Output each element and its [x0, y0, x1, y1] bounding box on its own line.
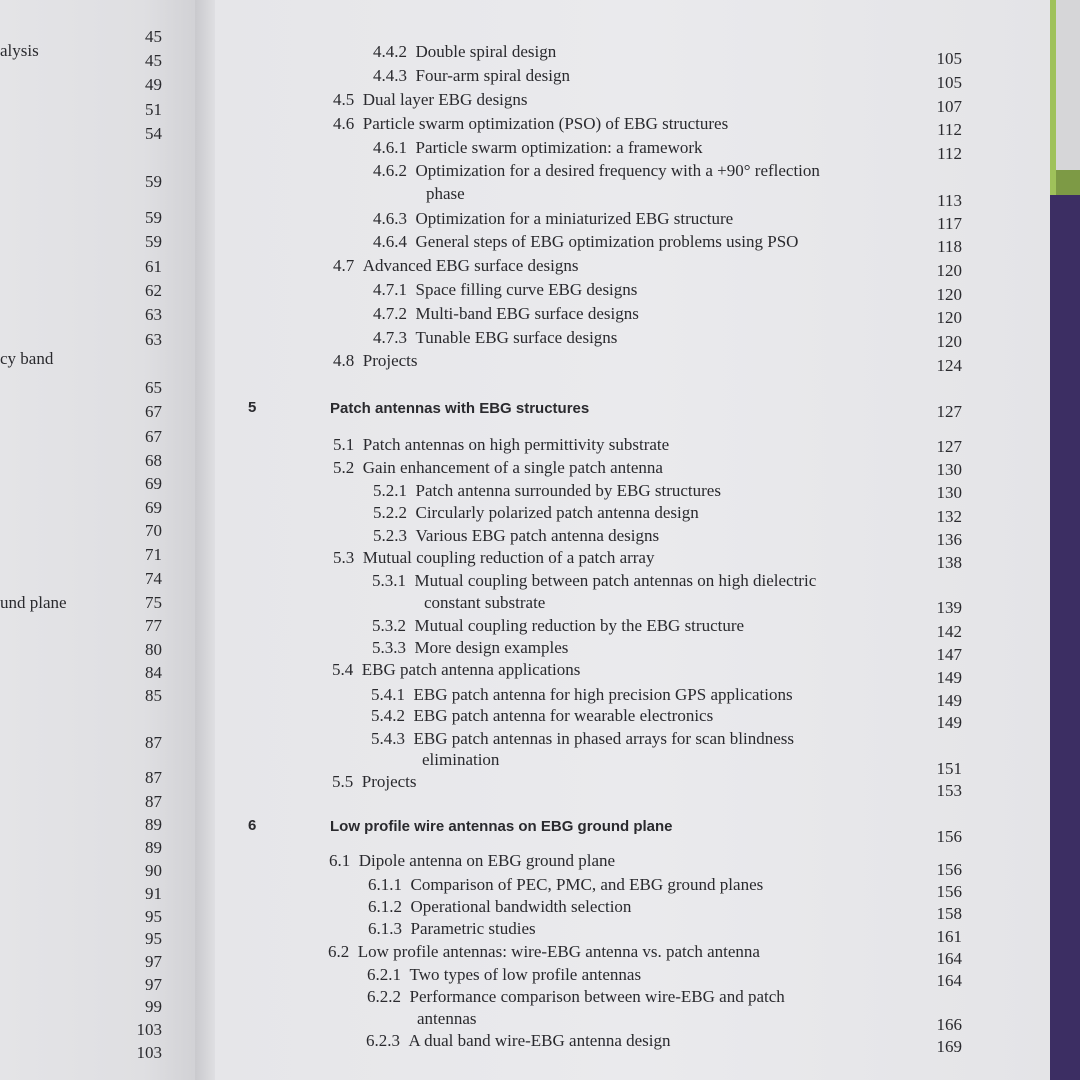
toc-entry-title: Patch antennas on high permittivity substrate	[362, 435, 670, 454]
toc-entry-title-continued: antennas	[417, 1009, 477, 1028]
toc-entry-number: 5.3	[333, 548, 355, 567]
toc-entry-page: 105	[936, 49, 962, 68]
chapter-title: Patch antennas with EBG structures	[330, 400, 590, 417]
left-page-number: 89	[145, 815, 162, 834]
toc-entry-page: 149	[936, 668, 962, 687]
left-page-number: 65	[145, 378, 162, 397]
left-page-number: 103	[136, 1020, 162, 1039]
toc-entry-title: EBG patch antenna applications	[361, 660, 581, 679]
toc-entry-number: 4.7	[333, 256, 355, 275]
toc-entry-page: 127	[936, 437, 962, 456]
toc-entry-number: 4.6	[333, 114, 355, 133]
left-page-number: 59	[145, 172, 162, 191]
toc-entry-number: 5.2.2	[373, 503, 407, 522]
toc-entry-page: 169	[936, 1037, 962, 1056]
toc-entry-page: 147	[936, 645, 962, 664]
toc-entry-number: 6.1.1	[368, 875, 402, 894]
toc-entry-page: 156	[936, 860, 962, 879]
toc-entry-page: 112	[937, 120, 962, 139]
toc-entry-number: 4.5	[333, 90, 355, 109]
toc-entry-title: Mutual coupling between patch antennas on high dielectric	[414, 571, 817, 590]
toc-entry-number: 4.4.3	[373, 66, 407, 85]
toc-entry-title: EBG patch antenna for wearable electronics	[413, 706, 714, 725]
toc-entry-page: 117	[937, 214, 962, 233]
toc-entry-page: 130	[936, 483, 962, 502]
toc-entry-number: 5.5	[332, 772, 354, 791]
toc-entry-title: Mutual coupling reduction of a patch array	[362, 548, 655, 567]
toc-entry-number: 5.4	[332, 660, 354, 679]
toc-entry-number: 5.1	[333, 435, 355, 454]
left-page-number: 59	[145, 208, 162, 227]
toc-entry-title: Various EBG patch antenna designs	[415, 526, 660, 545]
toc-entry-page: 158	[936, 904, 962, 923]
toc-entry-number: 5.2	[333, 458, 355, 477]
left-fragment-band: cy band	[0, 349, 54, 368]
toc-entry-title: Low profile antennas: wire-EBG antenna vs. patch antenna	[357, 942, 760, 961]
toc-entry-title: Double spiral design	[415, 42, 557, 61]
toc-entry-title: Tunable EBG surface designs	[415, 328, 618, 347]
left-fragment-plane: und plane	[0, 593, 67, 612]
toc-entry-number: 6.1	[329, 851, 351, 870]
toc-entry-title: Particle swarm optimization: a framework	[415, 138, 703, 157]
left-fragment-analysis: alysis	[0, 41, 39, 60]
toc-entry-page: 139	[936, 598, 962, 617]
left-page-number: 70	[145, 521, 162, 540]
left-page-number: 62	[145, 281, 162, 300]
left-page-number: 80	[145, 640, 162, 659]
toc-entry-number: 4.6.4	[373, 232, 407, 251]
left-page-number: 87	[145, 768, 162, 787]
toc-entry-title: More design examples	[414, 638, 569, 657]
toc-entry-number: 5.2.1	[373, 481, 407, 500]
left-page-number: 54	[145, 124, 162, 143]
toc-entry-title: Mutual coupling reduction by the EBG structure	[414, 616, 745, 635]
toc-entry-title: Multi-band EBG surface designs	[415, 304, 639, 323]
left-page-number: 84	[145, 663, 162, 682]
toc-entry-title: Optimization for a miniaturized EBG structure	[415, 209, 734, 228]
chapter-page: 156	[936, 827, 962, 846]
left-page-number: 87	[145, 792, 162, 811]
toc-entry-title: Two types of low profile antennas	[409, 965, 642, 984]
toc-entry-title: Projects	[361, 772, 417, 791]
left-page-number: 45	[145, 51, 162, 70]
toc-entry-title: Particle swarm optimization (PSO) of EBG structures	[362, 114, 729, 133]
left-page-number: 90	[145, 861, 162, 880]
toc-entry-number: 5.3.3	[372, 638, 406, 657]
book-cover-edge	[1050, 0, 1080, 1080]
left-page-number: 69	[145, 474, 162, 493]
toc-entry-page: 113	[937, 191, 962, 210]
toc-entry-page: 151	[936, 759, 962, 778]
toc-entry-title: Operational bandwidth selection	[410, 897, 632, 916]
toc-entry-number: 6.2	[328, 942, 350, 961]
toc-entry-page: 107	[936, 97, 962, 116]
left-page-number: 99	[145, 997, 162, 1016]
toc-entry-page: 149	[936, 713, 962, 732]
chapter-number: 6	[248, 817, 257, 834]
left-page-number: 103	[136, 1043, 162, 1062]
toc-entry-page: 120	[936, 332, 962, 351]
toc-entry-title-continued: elimination	[422, 750, 500, 769]
toc-entry-page: 105	[936, 73, 962, 92]
toc-entry-page: 120	[936, 261, 962, 280]
toc-entry-number: 5.3.2	[372, 616, 406, 635]
book-gutter	[195, 0, 217, 1080]
left-page	[0, 0, 205, 1080]
toc-entry-number: 6.1.2	[368, 897, 402, 916]
toc-entry-title: EBG patch antennas in phased arrays for scan blindness	[413, 729, 794, 748]
toc-entry-title: Four-arm spiral design	[415, 66, 571, 85]
left-page-number: 69	[145, 498, 162, 517]
chapter-page: 127	[936, 402, 962, 421]
toc-entry-title: Advanced EBG surface designs	[362, 256, 579, 275]
toc-entry-number: 6.1.3	[368, 919, 402, 938]
toc-entry-page: 166	[936, 1015, 962, 1034]
left-page-number: 89	[145, 838, 162, 857]
toc-entry-number: 6.2.1	[367, 965, 401, 984]
toc-entry-title: Dual layer EBG designs	[362, 90, 528, 109]
toc-entry-title: Projects	[362, 351, 418, 370]
toc-entry-page: 161	[936, 927, 962, 946]
left-page-number: 97	[145, 952, 162, 971]
left-page-number: 77	[145, 616, 162, 635]
left-page-number: 68	[145, 451, 162, 470]
left-page-number: 95	[145, 907, 162, 926]
left-page-number: 51	[145, 100, 162, 119]
left-page-number: 49	[145, 75, 162, 94]
left-page-number: 61	[145, 257, 162, 276]
toc-entry-page: 138	[936, 553, 962, 572]
left-page-number: 67	[145, 402, 162, 421]
toc-entry-page: 124	[936, 356, 962, 375]
toc-entry-title: Dipole antenna on EBG ground plane	[358, 851, 616, 870]
left-page-number: 67	[145, 427, 162, 446]
toc-entry-number: 5.4.1	[371, 685, 405, 704]
toc-entry-number: 4.7.3	[373, 328, 407, 347]
toc-entry-page: 149	[936, 691, 962, 710]
toc-entry-number: 5.4.3	[371, 729, 405, 748]
toc-entry-number: 5.4.2	[371, 706, 405, 725]
toc-entry-number: 4.6.1	[373, 138, 407, 157]
left-page-number: 63	[145, 305, 162, 324]
left-page-number: 75	[145, 593, 162, 612]
toc-entry-number: 6.2.3	[366, 1031, 400, 1050]
left-page-number: 63	[145, 330, 162, 349]
toc-entry-title: Circularly polarized patch antenna design	[415, 503, 699, 522]
toc-entry-page: 136	[936, 530, 962, 549]
left-page-number: 85	[145, 686, 162, 705]
toc-entry-title: A dual band wire-EBG antenna design	[408, 1031, 671, 1050]
toc-entry-number: 5.3.1	[372, 571, 406, 590]
toc-entry-title-continued: phase	[426, 184, 465, 203]
chapter-title: Low profile wire antennas on EBG ground plane	[330, 818, 673, 835]
toc-entry-title: Optimization for a desired frequency with a +90° reflection	[415, 161, 820, 180]
toc-entry-page: 164	[936, 949, 962, 968]
toc-entry-page: 156	[936, 882, 962, 901]
toc-entry-page: 120	[936, 308, 962, 327]
toc-entry-title: Patch antenna surrounded by EBG structures	[415, 481, 721, 500]
toc-entry-page: 120	[936, 285, 962, 304]
toc-entry-title-continued: constant substrate	[424, 593, 546, 612]
left-page-number: 91	[145, 884, 162, 903]
toc-entry-title: Gain enhancement of a single patch antenna	[362, 458, 663, 477]
left-page-number: 74	[145, 569, 162, 588]
toc-entry-page: 112	[937, 144, 962, 163]
toc-entry-number: 4.7.1	[373, 280, 407, 299]
left-page-number: 71	[145, 545, 162, 564]
toc-entry-title: Parametric studies	[410, 919, 536, 938]
toc-entry-title: Performance comparison between wire-EBG and patch	[409, 987, 785, 1006]
toc-entry-number: 4.6.2	[373, 161, 407, 180]
toc-entry-number: 5.2.3	[373, 526, 407, 545]
toc-entry-number: 6.2.2	[367, 987, 401, 1006]
toc-entry-page: 164	[936, 971, 962, 990]
toc-entry-page: 132	[936, 507, 962, 526]
toc-entry-number: 4.7.2	[373, 304, 407, 323]
toc-entry-title: General steps of EBG optimization problems using PSO	[415, 232, 799, 251]
chapter-number: 5	[248, 399, 257, 416]
toc-entry-page: 142	[936, 622, 962, 641]
toc-entry-title: Comparison of PEC, PMC, and EBG ground planes	[410, 875, 764, 894]
left-page-number: 59	[145, 232, 162, 251]
toc-entry-page: 118	[937, 237, 962, 256]
toc-entry-title: EBG patch antenna for high precision GPS applications	[413, 685, 793, 704]
toc-entry-page: 130	[936, 460, 962, 479]
left-page-number: 45	[145, 27, 162, 46]
toc-entry-title: Space filling curve EBG designs	[415, 280, 638, 299]
left-page-number: 97	[145, 975, 162, 994]
toc-entry-number: 4.4.2	[373, 42, 407, 61]
left-page-number: 87	[145, 733, 162, 752]
toc-entry-number: 4.6.3	[373, 209, 407, 228]
toc-entry-page: 153	[936, 781, 962, 800]
left-page-number: 95	[145, 929, 162, 948]
toc-entry-number: 4.8	[333, 351, 355, 370]
